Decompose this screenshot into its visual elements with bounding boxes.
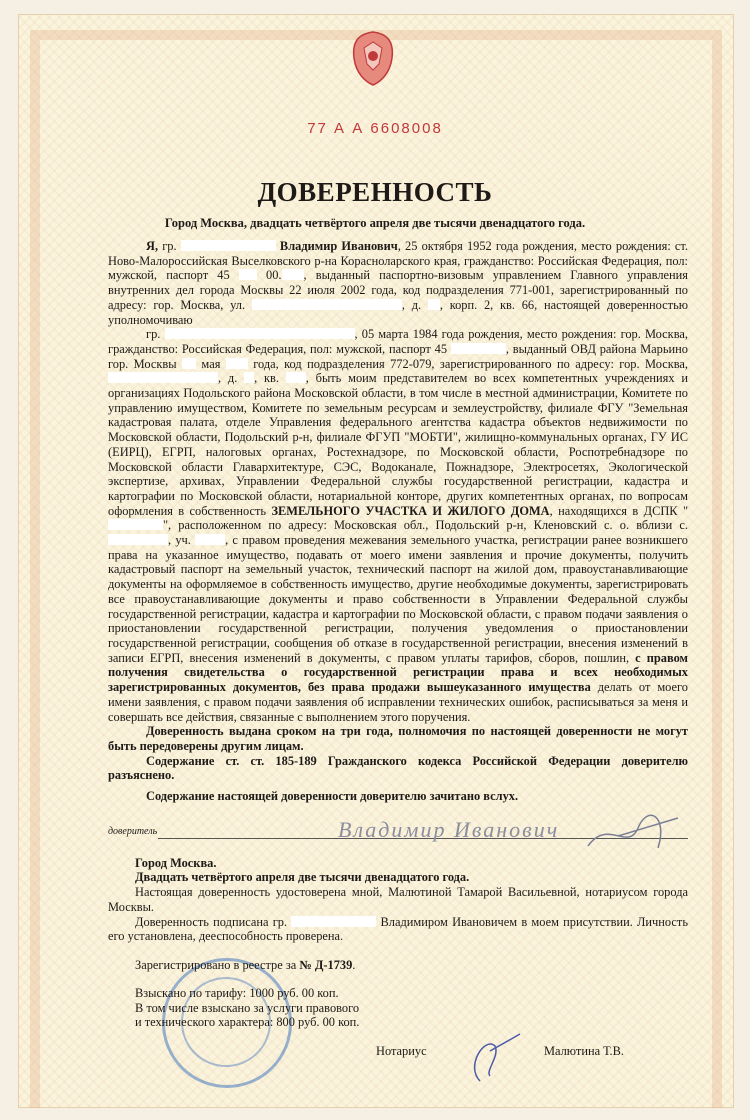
registry-entry	[135, 958, 535, 972]
validity-paragraph: Доверенность выдана сроком на три года, полномочия по настоящей доверенности не могут быть передоверены другим лицам.	[108, 724, 688, 753]
notary-signature-icon	[460, 1026, 530, 1086]
property-subject: ЗЕМЕЛЬНОГО УЧАСТКА И ЖИЛОГО ДОМА	[271, 503, 550, 518]
text: , с правом проведения межевания земельного участка, регистрации ранее возникшего права на указанное имущество, подавать от моего имени заявления и прочие документы, получить кадастровый паспорт на земельный участок, технический паспорт на жилой дом, правоустанавливающие документы на оформляемое в собственность имущество, другие необходимые документы, зарегистрировать все правоустанавливающие документы и право собственности в Управлении Федеральной службы государственной регистрации, кадастра и картографии по Московской области, с правом подачи заявления о приостановлении государственной регистрации, получения уведомления о приостановлении государственной регистрации, сообщения об отказе в государственной регистрации, внесения изменений в записи ЕГРП, внесения изменений в документы, с правом уплаты тарифов, сборов, пошлин,	[108, 533, 688, 665]
text: Доверенность подписана гр.	[135, 914, 292, 929]
text: , выданный ОВД района Марьино гор. Москвы	[108, 341, 688, 371]
redaction	[286, 372, 306, 383]
redaction	[165, 328, 355, 339]
document-body	[108, 239, 688, 804]
handwritten-name: Владимир Иванович	[338, 816, 560, 842]
notary-certified-text: Настоящая доверенность удостоверена мной, Малютиной Тамарой Васильевной, нотариусом города Москвы.	[108, 885, 688, 914]
text: , быть моим представителем во всех компетентных учреждениях и организациях Подольского района Московской области, в том числе в местной администрации, Комитете по управлению имуществом, Комитете по земельным ресурсам и землеустройству, филиале ФГУ "Земельная кадастровая палата, отделе Управления федерального агентства кадастра объектов недвижимости по Московской области, Подольский р-н, филиале ФГУП "МОБТИ", жилищно-коммунальных органах, ГУ ИС (ЕИРЦ), ЕГРП, налоговых органах, Ростехнадзоре, по Московской области, Роспотребнадзоре по Московской области Главархитектуре, СЭС, Водоканале, Пожнадзоре, Электросетях, Экологической экспертизе, архивах, Управлении Федеральной службы государственной регистрации, кадастра и картографии по Московской области, нотариальной конторе, других компетентных органах, по вопросам оформления в собственность	[108, 371, 688, 518]
text: , находящихся в ДСПК "	[549, 503, 689, 518]
notary-city: Город Москва.	[135, 855, 217, 870]
notary-name: Малютина Т.В.	[544, 1043, 624, 1058]
principal-signature-icon	[578, 812, 688, 852]
text: делать от моего имени заявления, с правом подачи заявления об исправлении технических ошибок, расписываться за меня и совершать все действия, связанные с выполнением этого поручения.	[108, 680, 688, 724]
redaction	[451, 343, 506, 354]
notary-certification	[108, 856, 688, 944]
text: с правом получения свидетельства о государственной регистрации права и всех необходимых зарегистрированных документов, без права продажи вышеуказанного имущества	[108, 650, 688, 695]
redaction	[282, 269, 304, 280]
text: , кв.	[254, 371, 286, 386]
redaction	[108, 372, 218, 383]
redaction	[108, 519, 163, 530]
redaction	[181, 240, 276, 251]
registry-and-fees	[135, 958, 535, 1030]
text: мая	[196, 356, 226, 371]
text: , д.	[218, 371, 245, 386]
notary-label: Нотариус	[376, 1043, 427, 1058]
text: , 25 октября 1952 года рождения, место рождения: ст. Ново-Малороссийская Выселковского р-на Корасноларского края, гражданство: Российская Федерация, пол: мужской, паспорт 45	[108, 239, 689, 283]
redaction	[108, 534, 168, 545]
principal-signature-line	[108, 818, 688, 848]
redaction	[195, 534, 225, 545]
read-aloud-paragraph: Содержание настоящей доверенности доверителю зачитано вслух.	[146, 789, 519, 804]
text: Зарегистрировано в реестре за	[135, 957, 300, 972]
text: , корп. 2, кв. 66, настоящей доверенностью уполномочиваю	[108, 297, 689, 327]
redaction	[226, 358, 248, 369]
text: ", расположенном по адресу: Московская обл., Подольский р-н, Кленовский с. о. вблизи с.	[163, 518, 688, 533]
principal-paragraph	[108, 239, 688, 327]
text: , 05 марта 1984 года рождения, место рождения: гор. Москва, гражданство: Российская Федерация, пол: мужской, паспорт 45	[108, 327, 688, 356]
text: Я,	[146, 239, 159, 253]
text: года, код подразделения 772-079, зарегистрированного по адресу: гор. Москва,	[247, 356, 689, 371]
document-dateline: Город Москва, двадцать четвёртого апреля две тысячи двенадцатого года.	[164, 216, 586, 230]
fee-total: Взыскано по тарифу: 1000 руб. 00 коп.	[135, 986, 339, 1001]
notary-signature-row	[376, 1036, 750, 1096]
signature-label: доверитель	[108, 825, 158, 837]
principal-name: Владимир Иванович	[275, 239, 398, 253]
fee-services-line2: и технического характера: 800 руб. 00 коп.	[135, 1015, 360, 1030]
form-serial-number: 77 А А 6608008	[307, 120, 443, 137]
text: гр.	[158, 239, 181, 253]
text: , выданный паспортно-визовым управлением Главного управления внутренних дел города Москвы 22 июля 2002 года, код подразделения 771-001, зарегистрированный по адресу: гор. Москва, ул.	[108, 268, 688, 312]
redaction	[428, 299, 440, 310]
text: 00.	[256, 268, 282, 283]
text: , д.	[401, 297, 428, 312]
registry-number: № Д-1739	[299, 957, 353, 972]
redaction	[182, 358, 196, 369]
text: .	[352, 957, 356, 972]
notary-date: Двадцать четвёртого апреля две тысячи двенадцатого года.	[135, 870, 470, 885]
fee-services-line1: В том числе взыскано за услуги правового	[135, 1000, 360, 1015]
redaction	[291, 916, 376, 927]
civil-code-paragraph: Содержание ст. ст. 185-189 Гражданского кодекса Российской Федерации доверителю разъяснено.	[108, 753, 688, 783]
document-title: ДОВЕРЕННОСТЬ	[257, 177, 493, 207]
redaction	[239, 269, 257, 280]
text: , уч.	[168, 533, 196, 548]
text: гр.	[146, 327, 165, 342]
redaction	[252, 299, 402, 310]
agent-paragraph	[108, 327, 688, 724]
redaction	[244, 372, 254, 383]
text: Владимиром Ивановичем в моем присутствии. Личность его установлена, дееспособность проверена.	[108, 914, 688, 944]
